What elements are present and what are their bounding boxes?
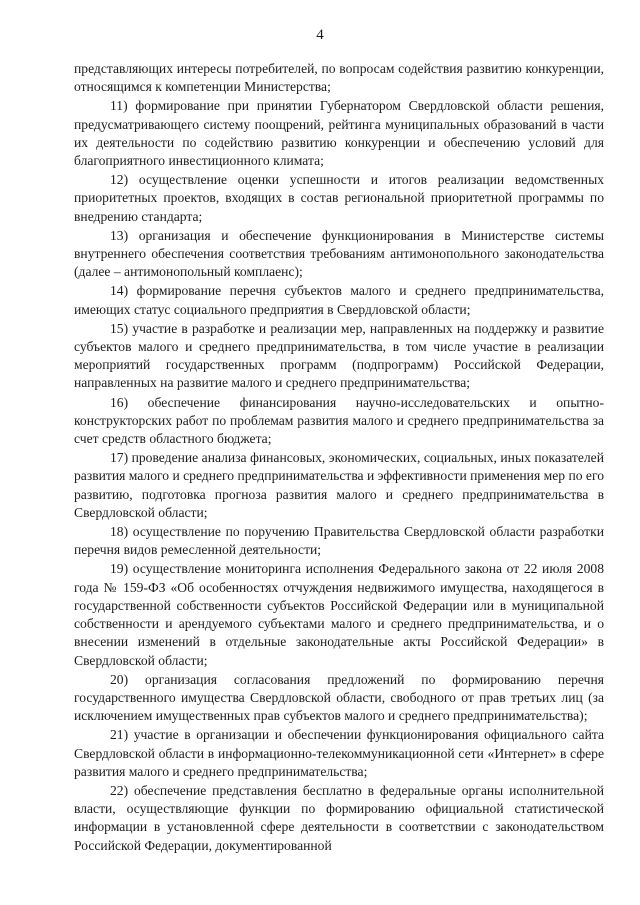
paragraph-continuation: представляющих интересы потребителей, по вопросам содействия развитию конкуренции, относящимся к компетенции Министерства; (74, 61, 604, 95)
paragraph-item-21: 21) участие в организации и обеспечении функционирования официального сайта Свердловской области в информационно-телекоммуникационной сети «Интернет» в сфере развития малого и среднего предпринимательства; (74, 727, 604, 779)
paragraph-item-18: 18) осуществление по поручению Правительства Свердловской области разработки перечня видов ремесленной деятельности; (74, 524, 604, 558)
paragraph-item-12: 12) осуществление оценки успешности и итогов реализации ведомственных приоритетных проектов, входящих в состав региональной приоритетной программы по внедрению стандарта; (74, 172, 604, 224)
paragraph-item-22: 22) обеспечение представления бесплатно в федеральные органы исполнительной власти, осуществляющие функции по формированию официальной статистической информации в установленной сфере деятельности в соответствии с законодательством Российской Федерации, документированной (74, 782, 604, 853)
page-number: 4 (316, 27, 324, 43)
paragraph-item-19: 19) осуществление мониторинга исполнения Федерального закона от 22 июля 2008 года № 159-ФЗ «Об особенностях отчуждения недвижимого имущества, находящегося в государственной собственности субъектов Российской Федерации или в муниципальной собственности и арендуемого субъектами малого и среднего предпринимательства, и о внесении изменений в отдельные законодательные акты Российской Федерации» в Свердловской области; (74, 561, 604, 668)
paragraph-item-20: 20) организация согласования предложений по формированию перечня государственного имущества Свердловской области, свободного от прав третьих лиц (за исключением имущественных прав субъектов малого и среднего предпринимательства); (74, 671, 604, 724)
paragraph-item-16: 16) обеспечение финансирования научно-исследовательских и опытно-конструкторских работ по проблемам развития малого и среднего предпринимательства за счет средств областного бюджета; (74, 394, 604, 447)
paragraph-item-15: 15) участие в разработке и реализации мер, направленных на поддержку и развитие субъектов малого и среднего предпринимательства, в том числе участие в реализации мероприятий государственных программ (подпрограмм) Российской Федерации, направленных на развитие малого и среднего предпринимательства; (74, 320, 604, 391)
paragraph-item-13: 13) организация и обеспечение функционирования в Министерстве системы внутреннего обеспечения соответствия требованиям антимонопольного законодательства (далее – антимонопольный комплаенс); (74, 227, 604, 280)
paragraph-item-14: 14) формирование перечня субъектов малого и среднего предпринимательства, имеющих статус социального предприятия в Свердловской области; (74, 283, 604, 317)
document-body (74, 60, 604, 855)
paragraph-item-11: 11) формирование при принятии Губернатором Свердловской области решения, предусматривающего систему поощрений, рейтинга муниципальных образований в части их деятельности по содействию развитию конкуренции и обеспечению условий для благоприятного инвестиционного климата; (74, 98, 604, 169)
paragraph-item-17: 17) проведение анализа финансовых, экономических, социальных, иных показателей развития малого и среднего предпринимательства и эффективности применения мер по его развитию, подготовка прогноза развития малого и среднего предпринимательства в Свердловской области; (74, 450, 604, 520)
